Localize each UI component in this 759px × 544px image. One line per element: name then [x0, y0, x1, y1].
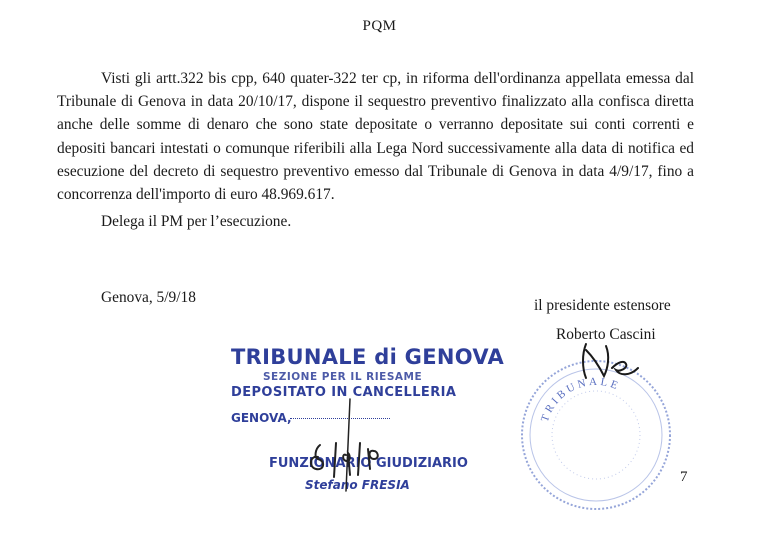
seal-text: TRIBUNALE [538, 375, 623, 424]
stamp-handwritten-date [288, 395, 408, 495]
stamp-title: TRIBUNALE di GENOVA [231, 345, 504, 369]
president-title: il presidente estensore [534, 297, 671, 314]
document-heading: PQM [362, 18, 397, 34]
place-date: Genova, 5/9/18 [101, 289, 196, 306]
president-signature [572, 338, 652, 382]
stamp-official-title: FUNZIONARIO GIUDIZIARIO [269, 456, 468, 471]
document-body [57, 67, 694, 233]
president-name: Roberto Cascini [556, 326, 656, 343]
stamp-section: SEZIONE PER IL RIESAME [263, 371, 423, 383]
stamp-place: GENOVA, [231, 411, 292, 425]
page-number: 7 [680, 469, 688, 485]
delega-line: Delega il PM per l’esecuzione. [101, 213, 292, 231]
main-paragraph: Visti gli artt.322 bis cpp, 640 quater-322 ter cp, in riforma dell'ordinanza appellata emessa dal Tribunale di Genova in data 20/10/17, dispone il sequestro preventivo finalizzato alla confisca diretta anche delle somme di denaro che sono state depositate o verranno depositate sui conti correnti e depositi bancari intestati o comunque riferibili alla Lega Nord successivamente alla data di notifica ed esecuzione del decreto di sequestro preventivo emesso dal Tribunale di Genova in data 4/9/17, fino a concorrenza dell'importo di euro 48.969.617. [57, 70, 694, 204]
stamp-official-name: Stefano FRESIA [305, 478, 410, 492]
stamp-deposited: DEPOSITATO IN CANCELLERIA [231, 385, 457, 400]
